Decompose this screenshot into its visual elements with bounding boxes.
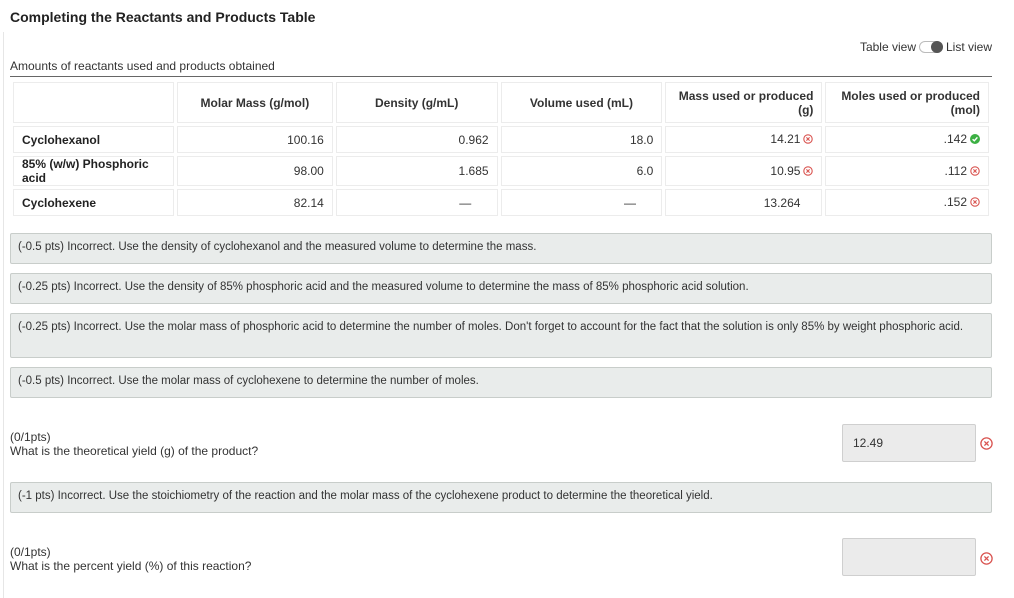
- page-title: Completing the Reactants and Products Table: [10, 9, 316, 25]
- mass-value: 14.21: [770, 132, 801, 146]
- question-points: (0/1pts): [10, 430, 51, 444]
- density-cell: 0.962: [336, 126, 498, 153]
- question-text: What is the theoretical yield (g) of the product?: [10, 444, 259, 458]
- moles-value: .112: [944, 163, 967, 178]
- header-mass: Mass used or produced (g): [665, 82, 822, 123]
- moles-value: .142: [943, 132, 967, 146]
- header-molar-mass: Molar Mass (g/mol): [177, 82, 333, 123]
- feedback-box: (-1 pts) Incorrect. Use the stoichiometry of the reaction and the molar mass of the cyclohexene product to determine the theoretical yield.: [10, 482, 992, 513]
- table-row: [13, 126, 989, 153]
- row-label: Cyclohexanol: [13, 126, 174, 153]
- view-toggle-group: [860, 40, 992, 54]
- header-density: Density (g/mL): [336, 82, 498, 123]
- header-moles: Moles used or produced (mol): [825, 82, 989, 123]
- mass-cell[interactable]: [665, 126, 822, 153]
- toggle-knob: [931, 41, 943, 53]
- header-blank: [13, 82, 174, 123]
- table-row: [13, 189, 989, 216]
- mass-cell[interactable]: [665, 156, 822, 186]
- theoretical-yield-input[interactable]: [842, 424, 976, 462]
- volume-cell: —: [501, 189, 663, 216]
- volume-cell: 6.0: [501, 156, 663, 186]
- table-header-row: [13, 82, 989, 123]
- table-top-rule: [10, 76, 992, 77]
- mass-value: 10.95: [770, 163, 801, 178]
- moles-value: .152: [943, 195, 967, 209]
- mass-cell[interactable]: [665, 189, 822, 216]
- moles-cell[interactable]: [825, 126, 989, 153]
- molar-mass-cell: 98.00: [177, 156, 333, 186]
- x-circle-icon: [803, 133, 813, 147]
- x-circle-icon: [980, 552, 993, 570]
- mass-value: 13.264: [763, 195, 801, 210]
- molar-mass-cell: 82.14: [177, 189, 333, 216]
- row-label: 85% (w/w) Phosphoric acid: [13, 156, 174, 186]
- question-text: What is the percent yield (%) of this reaction?: [10, 559, 252, 573]
- left-border: [3, 32, 4, 598]
- check-circle-icon: [970, 133, 980, 147]
- x-circle-icon: [970, 196, 980, 210]
- feedback-box: (-0.25 pts) Incorrect. Use the density of 85% phosphoric acid and the measured volume to determine the mass of 85% phosphoric acid solution.: [10, 273, 992, 304]
- x-circle-icon: [970, 165, 980, 179]
- header-volume: Volume used (mL): [501, 82, 663, 123]
- percent-yield-input[interactable]: [842, 538, 976, 576]
- row-label: Cyclohexene: [13, 189, 174, 216]
- moles-cell[interactable]: [825, 156, 989, 186]
- feedback-box: (-0.25 pts) Incorrect. Use the molar mass of phosphoric acid to determine the number of moles. Don't forget to account for the fact that the solution is only 85% by weight phosphoric acid.: [10, 313, 992, 358]
- list-view-label[interactable]: List view: [945, 40, 992, 54]
- molar-mass-cell: 100.16: [177, 126, 333, 153]
- feedback-box: (-0.5 pts) Incorrect. Use the molar mass of cyclohexene to determine the number of moles.: [10, 367, 992, 398]
- question-points: (0/1pts): [10, 545, 51, 559]
- density-cell: 1.685: [336, 156, 498, 186]
- table-row: [13, 156, 989, 186]
- volume-cell: 18.0: [501, 126, 663, 153]
- moles-cell[interactable]: [825, 189, 989, 216]
- table-view-label[interactable]: Table view: [859, 40, 916, 54]
- table-caption: Amounts of reactants used and products obtained: [10, 59, 275, 73]
- x-circle-icon: [803, 165, 813, 179]
- density-cell: —: [336, 189, 498, 216]
- x-circle-icon: [980, 437, 993, 455]
- reactants-products-table: [10, 79, 992, 219]
- view-toggle-switch[interactable]: [919, 41, 943, 53]
- feedback-box: (-0.5 pts) Incorrect. Use the density of cyclohexanol and the measured volume to determine the mass.: [10, 233, 992, 264]
